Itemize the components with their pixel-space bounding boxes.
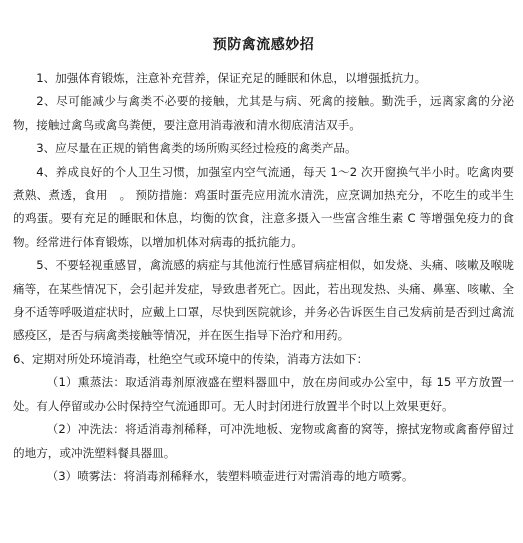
method-fumigation: （1）熏蒸法：取适消毒剂原液盛在塑料器皿中，放在房间或办公室中，每 15 平方放置一处。有人停留或办公时保持空气流通即可。无人时封闭进行放置半个时以上效果更好。 — [13, 375, 514, 413]
method-rinsing: （2）冲洗法：将适消毒剂稀释，可冲洗地板、宠物或禽畜的窝等，擦拭宠物或禽畜停留过的地方，或冲洗塑料餐具器皿。 — [13, 422, 514, 460]
paragraph-5: 5、不要轻视重感冒，禽流感的病症与其他流行性感冒病症相似，如发烧、头痛、咳嗽及喉咙痛等，在某些情况下，会引起并发症，导致患者死亡。因此，若出现发热、头痛、鼻塞、咳嗽、全身不适等呼吸道症状时，应戴上口罩，尽快到医院就诊，并务必告诉医生自己发病前是否到过禽流感疫区，是否与病禽类接触等情况，并在医生指导下治疗和用药。 — [13, 258, 514, 343]
paragraph-1: 1、加强体育锻炼，注意补充营养，保证充足的睡眠和休息，以增强抵抗力。 — [36, 71, 427, 85]
paragraph-4: 4、养成良好的个人卫生习惯，加强室内空气流通，每天 1～2 次开窗换气半小时。吃禽肉要煮熟、煮透，食用 。 预防措施：鸡蛋时蛋壳应用流水清洗，应烹调加热充分，不吃生的或半生的鸡蛋。要有充足的睡眠和休息，均衡的饮食，注意多摄入一些富含维生素 C 等增强免疫力的食物。经常进行体育锻炼，以增加机体对病毒的抵抗能力。 — [13, 164, 514, 249]
method-spraying: （3）喷雾法：将消毒剂稀释水，装塑料喷壶进行对需消毒的地方喷雾。 — [46, 468, 414, 483]
paragraph-6: 6、定期对所处环境消毒，杜绝空气或环境中的传染，消毒方法如下： — [13, 351, 369, 366]
paragraph-3: 3、应尽量在正规的销售禽类的场所购买经过检疫的禽类产品。 — [36, 141, 357, 156]
document-title: 预防禽流感妙招 — [212, 37, 315, 53]
paragraph-2: 2、尽可能减少与禽类不必要的接触，尤其是与病、死禽的接触。勤洗手，远离家禽的分泌物，接触过禽鸟或禽鸟粪便，要注意用消毒液和清水彻底清洁双手。 — [13, 94, 514, 132]
